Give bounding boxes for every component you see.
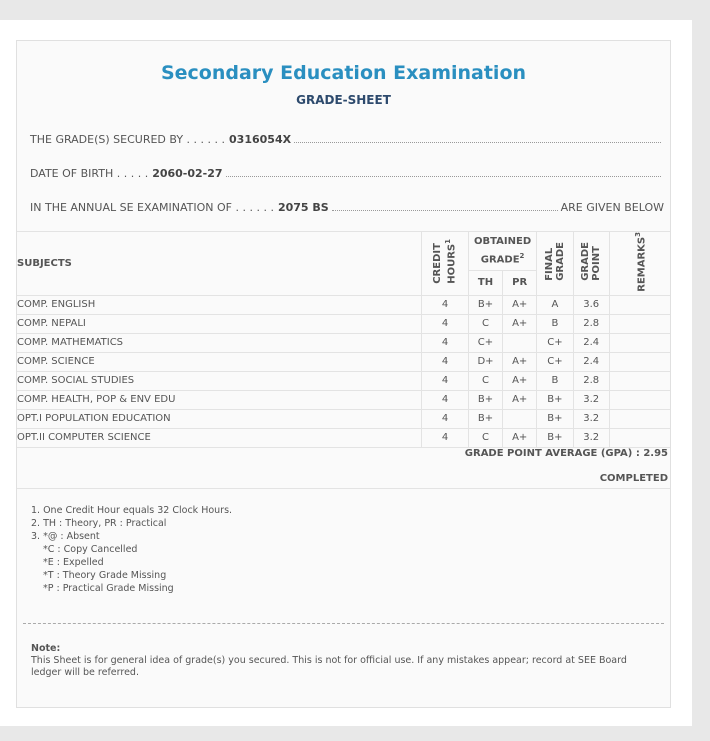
footnote-item: *T : Theory Grade Missing (43, 570, 167, 581)
note-text: This Sheet is for general idea of grade(s) you secured. This is not for official use. If any mistakes appear; record at SEE Board ledger will be referred. (31, 655, 627, 678)
theory-grade-cell: B+ (468, 295, 502, 314)
subjects-header: SUBJECTS (17, 232, 422, 296)
grade-point-cell: 2.4 (573, 333, 609, 352)
table-header-row (17, 232, 670, 271)
note-heading: Note: (31, 643, 61, 654)
exam-label: IN THE ANNUAL SE EXAMINATION OF . . . . . . (30, 201, 274, 214)
remarks-cell (609, 314, 670, 333)
result-status: COMPLETED (599, 473, 668, 484)
practical-grade-cell: A+ (503, 428, 537, 447)
credit-hours-cell: 4 (422, 333, 469, 352)
final-grade-cell: B (537, 314, 573, 333)
theory-grade-cell: D+ (468, 352, 502, 371)
grade-sheet (16, 40, 671, 708)
table-row (17, 352, 670, 371)
subject-cell: COMP. SOCIAL STUDIES (17, 371, 422, 390)
practical-grade-cell: A+ (503, 295, 537, 314)
table-row (17, 409, 670, 428)
exam-suffix: ARE GIVEN BELOW (560, 201, 664, 214)
table-row (17, 295, 670, 314)
dob-line (30, 167, 664, 180)
grade-point-cell: 2.8 (573, 314, 609, 333)
theory-grade-cell: C (468, 428, 502, 447)
table-row (17, 333, 670, 352)
page-frame (0, 20, 692, 726)
grade-point-cell: 2.4 (573, 352, 609, 371)
symbol-number: 0316054X (229, 133, 292, 146)
final-grade-cell: B+ (537, 409, 573, 428)
exam-line (30, 201, 664, 214)
remarks-cell (609, 333, 670, 352)
remarks-cell (609, 428, 670, 447)
credit-hours-cell: 4 (422, 314, 469, 333)
credit-hours-cell: 4 (422, 428, 469, 447)
secured-by-line (30, 133, 664, 146)
credit-hours-cell: 4 (422, 409, 469, 428)
theory-grade-cell: C (468, 371, 502, 390)
table-row (17, 314, 670, 333)
theory-grade-cell: B+ (468, 390, 502, 409)
subject-cell: COMP. ENGLISH (17, 295, 422, 314)
dotted-leader (226, 176, 661, 177)
table-row (17, 428, 670, 447)
credit-hours-header: CREDIT HOURS$^1$ (422, 232, 469, 296)
remarks-header: REMARKS$^3$ (609, 232, 670, 296)
subject-cell: COMP. SCIENCE (17, 352, 422, 371)
theory-grade-cell: C+ (468, 333, 502, 352)
practical-grade-cell: A+ (503, 390, 537, 409)
dob-value: 2060-02-27 (152, 167, 223, 180)
final-grade-header: FINAL GRADE (537, 232, 573, 296)
remarks-cell (609, 371, 670, 390)
dashed-divider (23, 623, 664, 624)
final-grade-cell: C+ (537, 352, 573, 371)
footnote-item: *C : Copy Cancelled (43, 544, 138, 555)
grade-point-cell: 3.2 (573, 390, 609, 409)
credit-hours-cell: 4 (422, 371, 469, 390)
dotted-leader (294, 142, 661, 143)
theory-grade-cell: B+ (468, 409, 502, 428)
final-grade-cell: B+ (537, 428, 573, 447)
remarks-cell (609, 409, 670, 428)
subject-cell: COMP. HEALTH, POP & ENV EDU (17, 390, 422, 409)
grades-table (17, 231, 670, 448)
final-grade-cell: B (537, 371, 573, 390)
practical-grade-cell (503, 333, 537, 352)
th-header: TH (468, 271, 502, 296)
exam-year: 2075 BS (277, 201, 329, 214)
practical-grade-cell (503, 409, 537, 428)
grade-point-cell: 3.6 (573, 295, 609, 314)
credit-hours-cell: 4 (422, 295, 469, 314)
gpa-value: GRADE POINT AVERAGE (GPA) : 2.95 (464, 448, 668, 459)
subject-cell: OPT.I POPULATION EDUCATION (17, 409, 422, 428)
grade-point-cell: 3.2 (573, 428, 609, 447)
grade-point-header: GRADE POINT (573, 232, 609, 296)
secured-by-label: THE GRADE(S) SECURED BY . . . . . . (30, 133, 226, 146)
final-grade-cell: B+ (537, 390, 573, 409)
footnote-item: 1. One Credit Hour equals 32 Clock Hours. (31, 505, 233, 516)
footnote-item: *E : Expelled (43, 557, 104, 568)
practical-grade-cell: A+ (503, 314, 537, 333)
credit-hours-cell: 4 (422, 352, 469, 371)
footnote-item: 2. TH : Theory, PR : Practical (31, 518, 167, 529)
divider (17, 488, 670, 489)
grade-sheet-heading: GRADE-SHEET (296, 93, 391, 107)
subject-cell: COMP. NEPALI (17, 314, 422, 333)
theory-grade-cell: C (468, 314, 502, 333)
obtained-grade-header: OBTAINED GRADE$^2$ (468, 232, 536, 271)
footnote-item: *P : Practical Grade Missing (43, 583, 174, 594)
grade-point-cell: 3.2 (573, 409, 609, 428)
practical-grade-cell: A+ (503, 371, 537, 390)
remarks-cell (609, 352, 670, 371)
final-grade-cell: C+ (537, 333, 573, 352)
pr-header: PR (503, 271, 537, 296)
table-row (17, 371, 670, 390)
practical-grade-cell: A+ (503, 352, 537, 371)
dotted-leader (332, 210, 558, 211)
dob-label: DATE OF BIRTH . . . . . (30, 167, 149, 180)
credit-hours-cell: 4 (422, 390, 469, 409)
grade-point-cell: 2.8 (573, 371, 609, 390)
remarks-cell (609, 295, 670, 314)
exam-title: Secondary Education Examination (160, 62, 527, 84)
footnotes (31, 504, 232, 595)
table-row (17, 390, 670, 409)
remarks-cell (609, 390, 670, 409)
subject-cell: COMP. MATHEMATICS (17, 333, 422, 352)
subject-cell: OPT.II COMPUTER SCIENCE (17, 428, 422, 447)
final-grade-cell: A (537, 295, 573, 314)
footnote-item: 3. *@ : Absent (31, 531, 100, 542)
